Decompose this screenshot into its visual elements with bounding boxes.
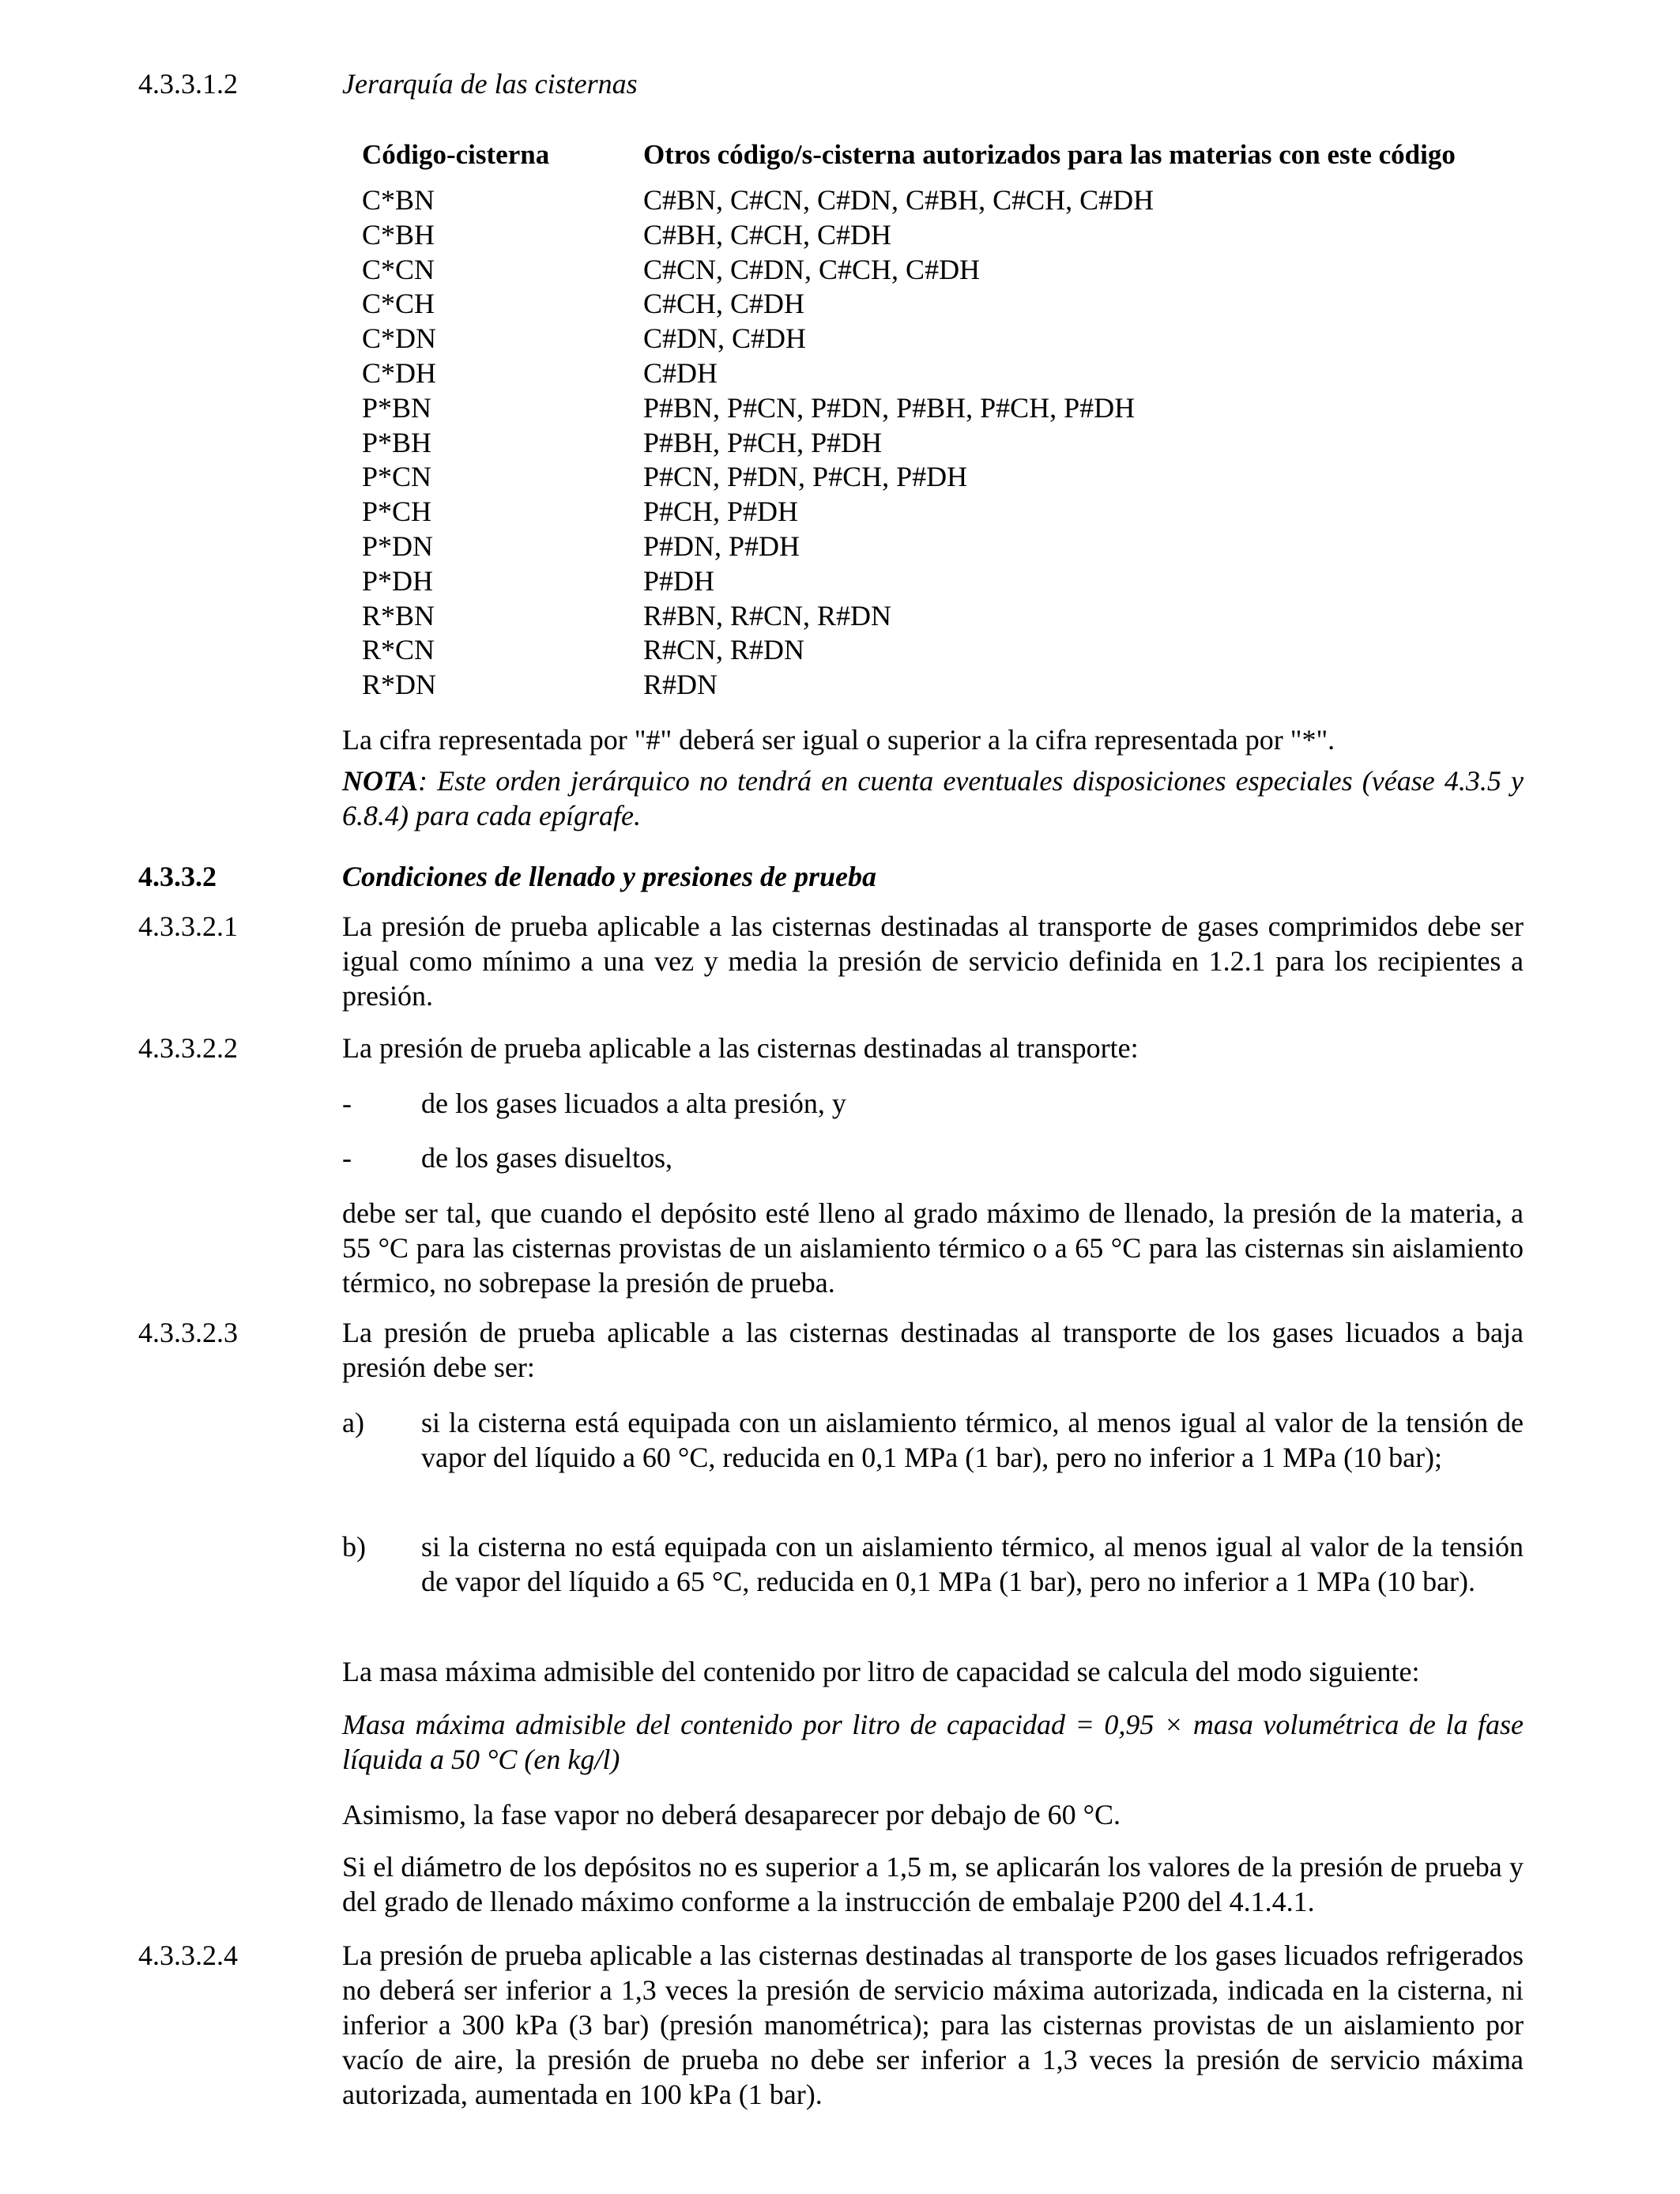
paragraph-4-3-3-2-1: La presión de prueba aplicable a las cisternas destinadas al transporte de gases comprimidos debe ser igual como mínimo a una vez y media la presión de servicio definida en 1.2.1 para los recipientes a presión. [342, 910, 1524, 1012]
table-cell-authorized-codes: C#DN, C#DH [643, 322, 807, 355]
table-row [362, 668, 1516, 703]
table-row [362, 633, 1516, 668]
table-row [362, 253, 1516, 288]
list-item-mark-b: b) [342, 1531, 366, 1563]
table-header-otros: Otros código/s-cisterna autorizados para las materias con este código [643, 139, 1456, 170]
nota-text: : Este orden jerárquico no tendrá en cuenta eventuales disposiciones especiales (véase 4.3.5 y 6.8.4) para cada epígrafe. [342, 765, 1524, 831]
table-cell-authorized-codes: R#BN, R#CN, R#DN [643, 599, 892, 631]
table-row [362, 460, 1516, 495]
table-cell-code: C*BN [362, 184, 435, 216]
vapor-note: Asimismo, la fase vapor no deberá desaparecer por debajo de 60 °C. [342, 1799, 1121, 1830]
section-number-4-3-3-2: 4.3.3.2 [138, 861, 217, 892]
bullet-mark: - [342, 1142, 352, 1174]
table-cell-authorized-codes: P#DN, P#DH [643, 530, 800, 562]
table-row [362, 426, 1516, 461]
section-title-condiciones: Condiciones de llenado y presiones de prueba [342, 861, 876, 892]
bullet-mark: - [342, 1088, 352, 1119]
table-row [362, 356, 1516, 391]
table-cell-code: P*BN [362, 391, 432, 424]
list-item-b: si la cisterna no está equipada con un aislamiento térmico, al menos igual al valor de la tensión de vapor del líquido a 65 °C, reducida en 0,1 MPa (1 bar), pero no inferior a 1 MPa (10 bar). [421, 1531, 1524, 1597]
hierarchy-table [362, 183, 1516, 703]
table-cell-authorized-codes: P#BH, P#CH, P#DH [643, 426, 883, 458]
table-row [362, 599, 1516, 634]
table-cell-authorized-codes: P#BN, P#CN, P#DN, P#BH, P#CH, P#DH [643, 391, 1136, 424]
section-number-4-3-3-2-3: 4.3.3.2.3 [138, 1317, 238, 1348]
table-cell-code: C*CH [362, 288, 435, 320]
section-number-4-3-3-1-2: 4.3.3.1.2 [138, 68, 238, 100]
table-row [362, 287, 1516, 322]
table-cell-authorized-codes: P#DH [643, 564, 715, 597]
table-row [362, 391, 1516, 426]
table-cell-authorized-codes: C#CH, C#DH [643, 288, 805, 320]
table-cell-authorized-codes: R#CN, R#DN [643, 634, 805, 666]
table-cell-authorized-codes: C#DH [643, 356, 718, 389]
table-cell-code: C*DH [362, 356, 437, 389]
table-cell-authorized-codes: C#BN, C#CN, C#DN, C#BH, C#CH, C#DH [643, 184, 1155, 216]
table-cell-code: P*CN [362, 461, 432, 493]
table-cell-code: C*CN [362, 253, 435, 285]
table-row [362, 530, 1516, 564]
table-cell-code: C*DN [362, 322, 437, 355]
table-row [362, 218, 1516, 253]
list-item-mark-a: a) [342, 1407, 364, 1438]
table-row [362, 495, 1516, 530]
nota-label: NOTA [342, 765, 419, 797]
section-number-4-3-3-2-2: 4.3.3.2.2 [138, 1032, 238, 1064]
table-row [362, 322, 1516, 356]
nota-paragraph [342, 763, 1524, 833]
table-cell-code: R*BN [362, 599, 435, 631]
paragraph-4-3-3-2-4: La presión de prueba aplicable a las cisternas destinadas al transporte de los gases licuados refrigerados no deberá ser inferior a 1,3 veces la presión de servicio máxima autorizada, indicada en la cisterna, ni inferior a 300 kPa (3 bar) (presión manométrica); para las cisternas provistas de un aislamiento por vacío de aire, la presión de prueba no debe ser inferior a 1,3 veces la presión de servicio máxima autorizada, aumentada en 100 kPa (1 bar). [342, 1940, 1524, 2110]
table-cell-code: P*DH [362, 564, 434, 597]
table-cell-authorized-codes: P#CH, P#DH [643, 496, 799, 528]
table-cell-code: P*DN [362, 530, 434, 562]
table-cell-authorized-codes: R#DN [643, 669, 718, 701]
table-cell-code: C*BH [362, 218, 435, 251]
table-header-codigo: Código-cisterna [362, 139, 550, 170]
section-number-4-3-3-2-4: 4.3.3.2.4 [138, 1940, 238, 1971]
paragraph-4-3-3-2-2-intro: La presión de prueba aplicable a las cisternas destinadas al transporte: [342, 1032, 1139, 1064]
table-cell-authorized-codes: C#BH, C#CH, C#DH [643, 218, 892, 251]
bullet-item: de los gases disueltos, [421, 1142, 672, 1174]
list-item-a: si la cisterna está equipada con un aislamiento térmico, al menos igual al valor de la tensión de vapor del líquido a 60 °C, reducida en 0,1 MPa (1 bar), pero no inferior a 1 MPa (10 bar); [421, 1407, 1524, 1473]
table-row [362, 564, 1516, 599]
mass-intro: La masa máxima admisible del contenido por litro de capacidad se calcula del modo siguiente: [342, 1656, 1420, 1687]
paragraph-4-3-3-2-2-conclusion: debe ser tal, que cuando el depósito esté lleno al grado máximo de llenado, la presión de la materia, a 55 °C para las cisternas provistas de un aislamiento térmico o a 65 °C para las cisternas sin aislamiento térmico, no sobrepase la presión de prueba. [342, 1197, 1524, 1299]
table-cell-code: P*CH [362, 496, 432, 528]
table-cell-authorized-codes: P#CN, P#DN, P#CH, P#DH [643, 461, 968, 493]
paragraph-4-3-3-2-3-intro: La presión de prueba aplicable a las cisternas destinadas al transporte de los gases licuados a baja presión debe ser: [342, 1317, 1524, 1383]
section-title-jerarquia: Jerarquía de las cisternas [342, 68, 638, 100]
section-number-4-3-3-2-1: 4.3.3.2.1 [138, 910, 238, 942]
diameter-note: Si el diámetro de los depósitos no es superior a 1,5 m, se aplicarán los valores de la presión de prueba y del grado de llenado máximo conforme a la instrucción de embalaje P200 del 4.1.4.1. [342, 1851, 1524, 1917]
table-cell-code: R*CN [362, 634, 435, 666]
mass-formula: Masa máxima admisible del contenido por litro de capacidad = 0,95 × masa volumétrica de la fase líquida a 50 °C (en kg/l) [342, 1709, 1524, 1775]
table-cell-code: R*DN [362, 669, 437, 701]
table-cell-authorized-codes: C#CN, C#DN, C#CH, C#DH [643, 253, 981, 285]
bullet-item: de los gases licuados a alta presión, y [421, 1088, 846, 1119]
digit-note: La cifra representada por "#" deberá ser igual o superior a la cifra representada por "*". [342, 724, 1335, 756]
table-row [362, 183, 1516, 218]
table-cell-code: P*BH [362, 426, 432, 458]
